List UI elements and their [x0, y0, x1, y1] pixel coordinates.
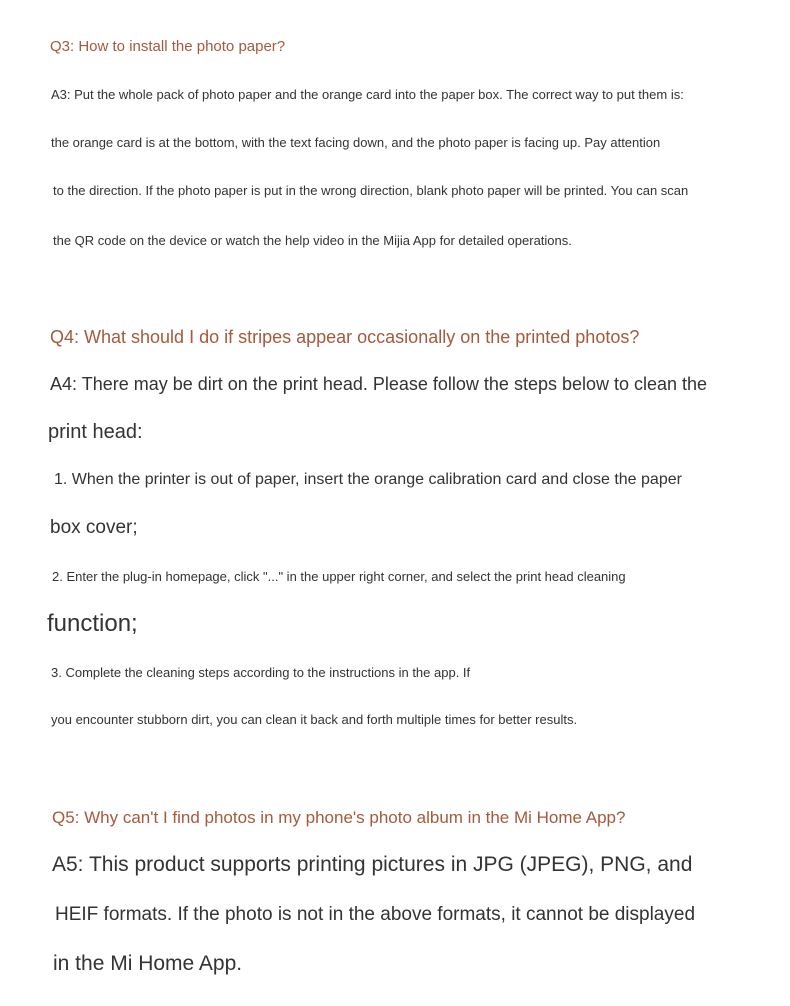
- q5-answer-line-3: in the Mi Home App.: [53, 952, 243, 975]
- q4-question: Q4: What should I do if stripes appear occasionally on the printed photos?: [50, 327, 640, 347]
- q4-answer-line-4: box cover;: [50, 517, 138, 538]
- q4-answer-line-6: function;: [47, 610, 138, 637]
- q5-question: Q5: Why can't I find photos in my phone's photo album in the Mi Home App?: [52, 808, 626, 827]
- q5-answer-line-1: A5: This product supports printing pictures in JPG (JPEG), PNG, and: [52, 853, 693, 876]
- q3-question: Q3: How to install the photo paper?: [50, 38, 286, 55]
- q3-answer-line-2: the orange card is at the bottom, with the text facing down, and the photo paper is facing up. Pay attention: [51, 135, 661, 150]
- q4-answer-line-5: 2. Enter the plug-in homepage, click "..." in the upper right corner, and select the print head cleaning: [52, 569, 626, 584]
- q4-answer-line-8: you encounter stubborn dirt, you can clean it back and forth multiple times for better results.: [51, 712, 578, 727]
- q4-answer-line-3: 1. When the printer is out of paper, insert the orange calibration card and close the paper: [54, 471, 682, 488]
- q3-answer-line-4: the QR code on the device or watch the help video in the Mijia App for detailed operations.: [53, 233, 572, 248]
- q4-answer-line-1: A4: There may be dirt on the print head. Please follow the steps below to clean the: [50, 374, 708, 394]
- q3-answer-line-1: A3: Put the whole pack of photo paper and the orange card into the paper box. The correct way to put them is:: [51, 87, 684, 102]
- q4-answer-line-7: 3. Complete the cleaning steps according to the instructions in the app. If: [51, 665, 471, 680]
- q3-answer-line-3: to the direction. If the photo paper is put in the wrong direction, blank photo paper will be printed. You can scan: [53, 183, 689, 198]
- q4-answer-line-2: print head:: [48, 421, 143, 443]
- q5-answer-line-2: HEIF formats. If the photo is not in the above formats, it cannot be displayed: [55, 904, 696, 925]
